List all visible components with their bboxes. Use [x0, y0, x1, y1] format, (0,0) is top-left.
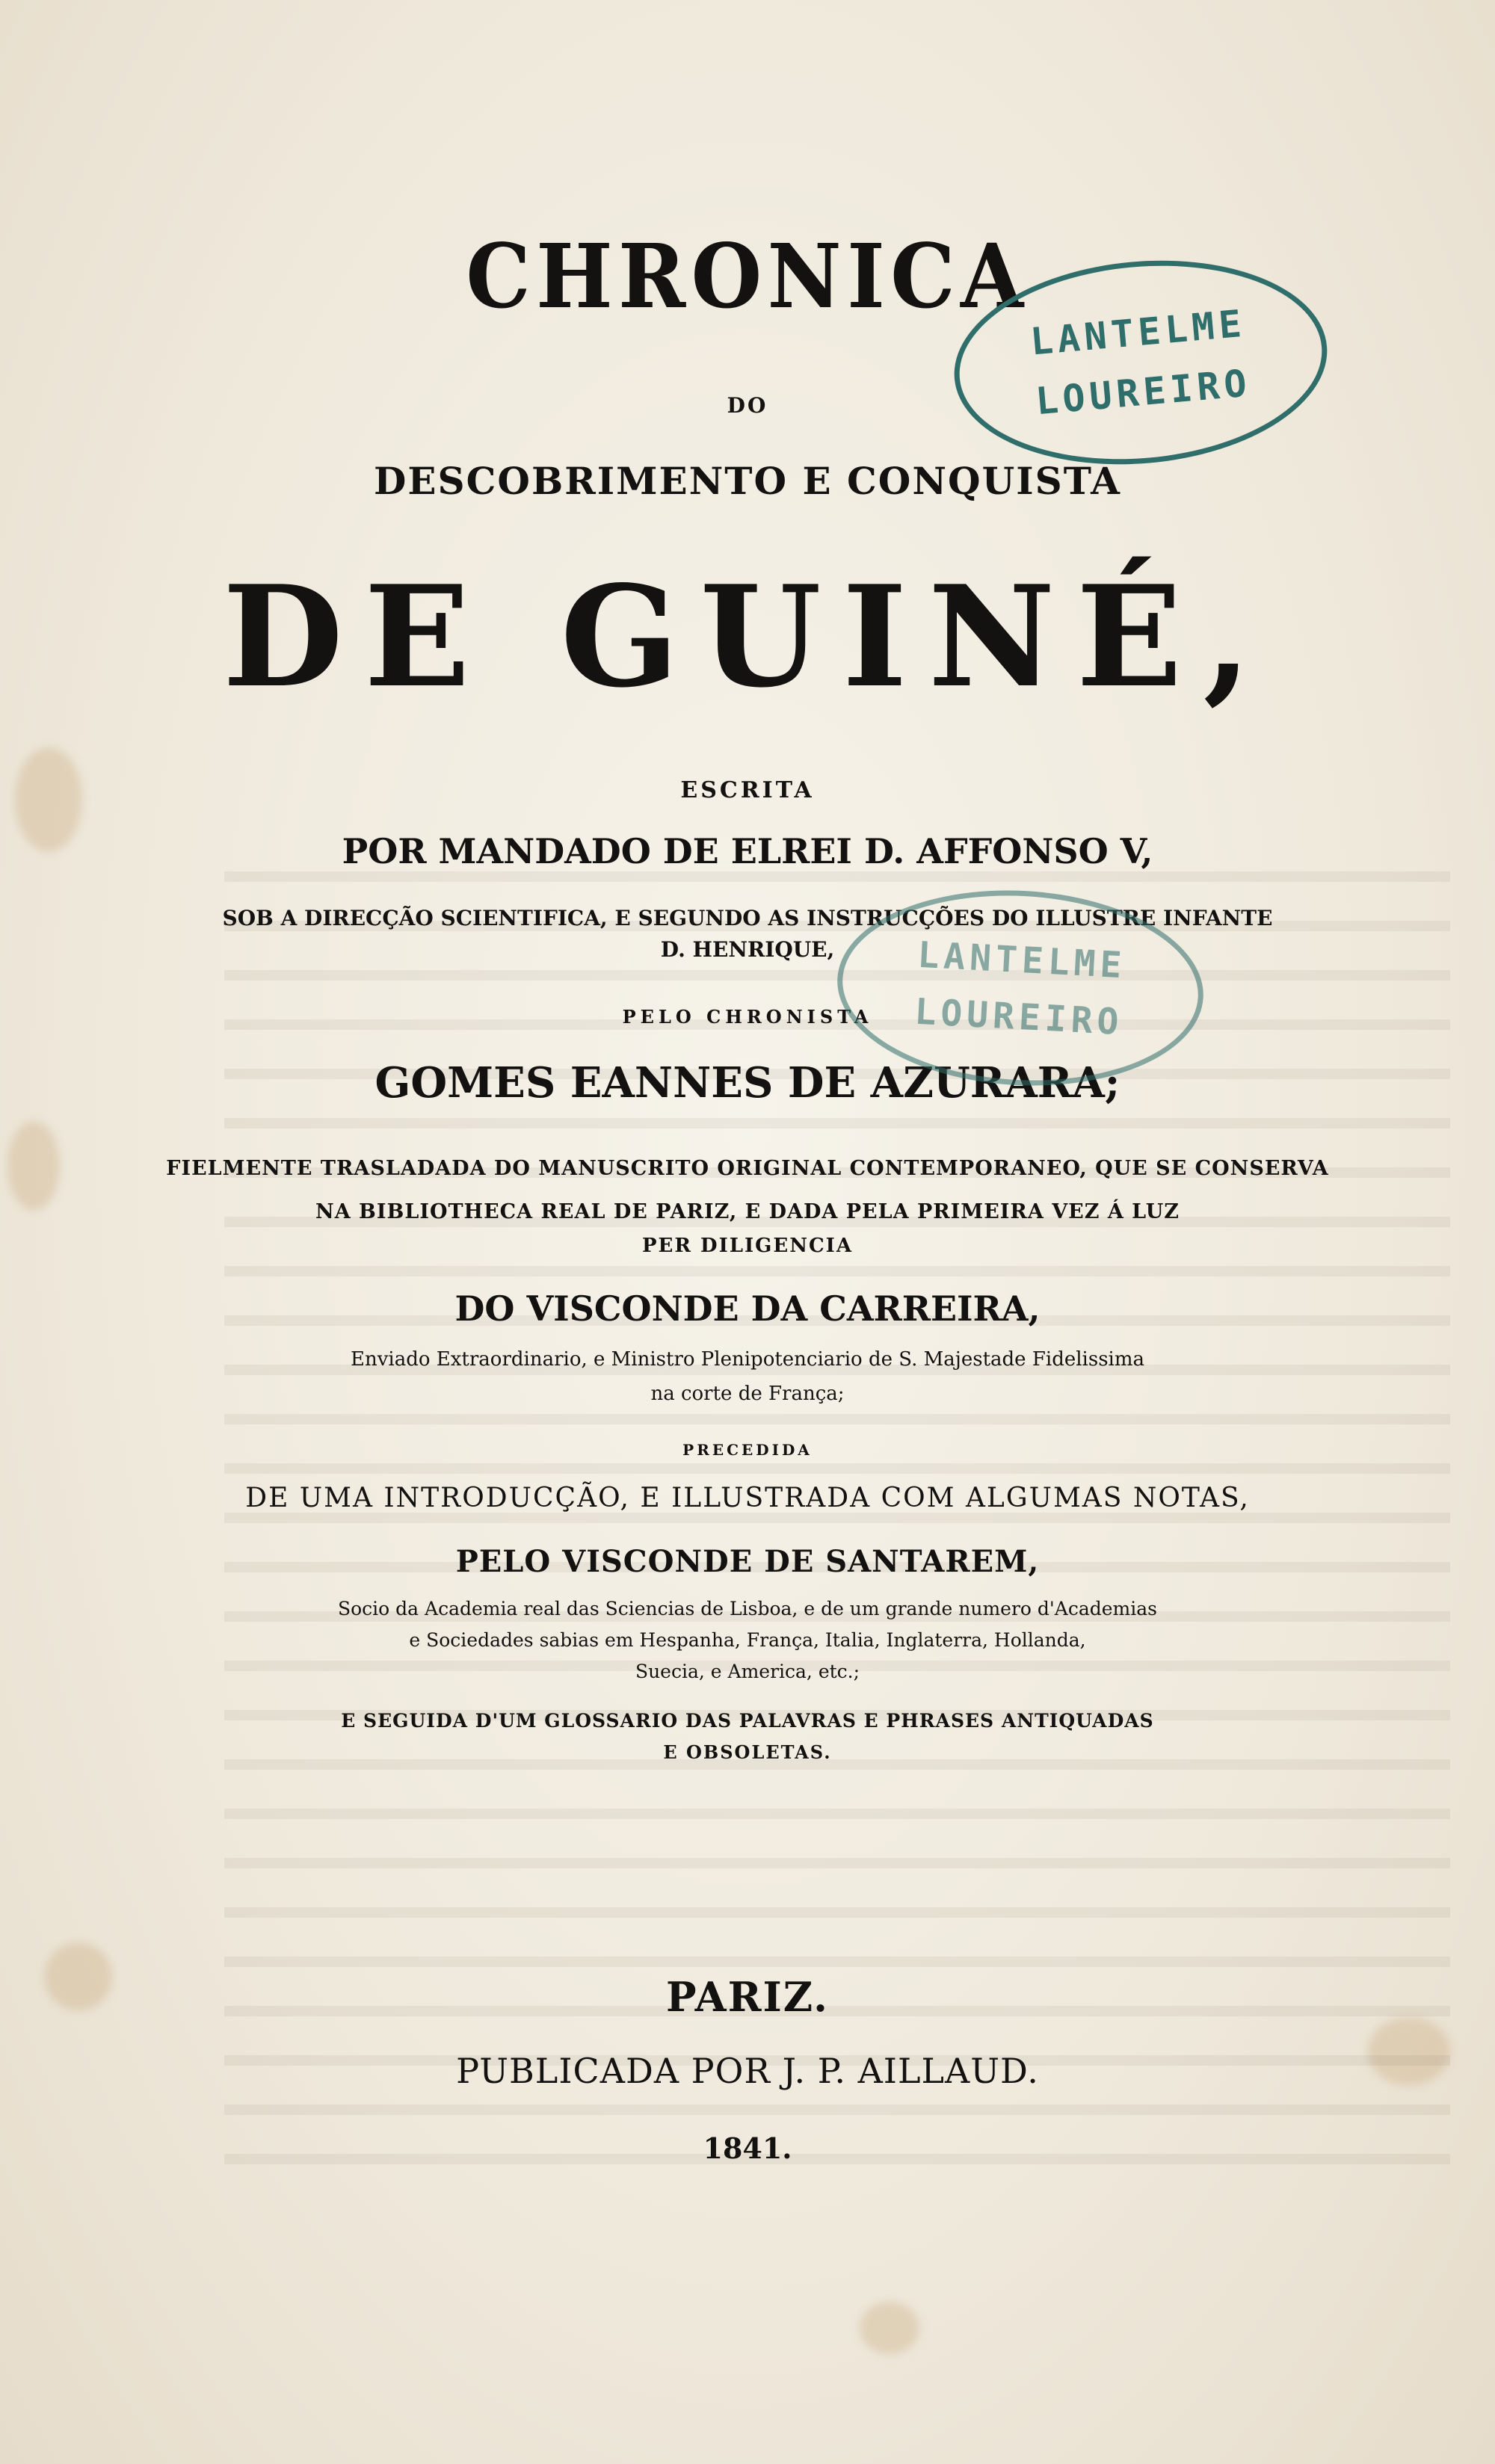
carreira-desc-line-2: na corte de França; — [650, 1383, 845, 1405]
title-descobrimento: DESCOBRIMENTO E CONQUISTA — [374, 459, 1121, 503]
title-de-guine: DE GUINÉ, — [222, 555, 1273, 718]
santarem-desc-line-1: Socio da Academia real das Sciencias de Lisboa, e de um grande numero d'Academias — [337, 1598, 1157, 1619]
direccao-line-1: SOB A DIRECÇÃO SCIENTIFICA, E SEGUNDO AS INSTRUCÇÕES DO ILLUSTRE INFANTE — [222, 906, 1273, 930]
glossario-line-2: E OBSOLETAS. — [663, 1741, 832, 1763]
santarem-desc-line-3: Suecia, e America, etc.; — [635, 1661, 860, 1682]
visconde-santarem: PELO VISCONDE DE SANTAREM, — [455, 1544, 1040, 1579]
imprint-place: PARIZ. — [666, 1973, 829, 2021]
stamp-line-2: LOUREIRO — [1034, 361, 1253, 424]
title-chronica: CHRONICA — [466, 224, 1029, 328]
fielmente-line-1: FIELMENTE TRASLADADA DO MANUSCRITO ORIGINAL CONTEMPORANEO, QUE SE CONSERVA — [166, 1157, 1329, 1180]
escrita: ESCRITA — [680, 777, 815, 803]
chronista-label: PELO CHRONISTA — [622, 1006, 873, 1028]
visconde-carreira: DO VISCONDE DA CARREIRA, — [454, 1288, 1041, 1329]
mandado: POR MANDADO DE ELREI D. AFFONSO V, — [342, 831, 1153, 871]
fielmente-line-2: NA BIBLIOTHECA REAL DE PARIZ, E DADA PELA PRIMEIRA VEZ Á LUZ — [315, 1200, 1180, 1223]
precedida: PRECEDIDA — [682, 1441, 813, 1459]
stamp-line-1: LANTELME — [1029, 301, 1248, 364]
title-do: DO — [727, 393, 768, 418]
santarem-desc-line-2: e Sociedades sabias em Hespanha, França, Italia, Inglaterra, Hollanda, — [409, 1629, 1086, 1651]
stamp-line-2: LOUREIRO — [913, 990, 1124, 1044]
carreira-desc-line-1: Enviado Extraordinario, e Ministro Plenipotenciario de S. Majestade Fidelissima — [350, 1348, 1145, 1371]
imprint-year: 1841. — [703, 2131, 792, 2165]
fielmente-line-3: PER DILIGENCIA — [642, 1235, 853, 1257]
imprint-publisher: PUBLICADA POR J. P. AILLAUD. — [456, 2051, 1039, 2091]
stamp-line-1: LANTELME — [916, 933, 1127, 987]
direccao-line-2: D. HENRIQUE, — [660, 937, 835, 962]
author-name: GOMES EANNES DE AZURARA; — [374, 1058, 1121, 1108]
glossario-line-1: E SEGUIDA D'UM GLOSSARIO DAS PALAVRAS E PHRASES ANTIQUADAS — [341, 1710, 1154, 1732]
introduccao: DE UMA INTRODUCÇÃO, E ILLUSTRADA COM ALGUMAS NOTAS, — [245, 1483, 1250, 1513]
foxing-stain — [860, 2302, 919, 2354]
